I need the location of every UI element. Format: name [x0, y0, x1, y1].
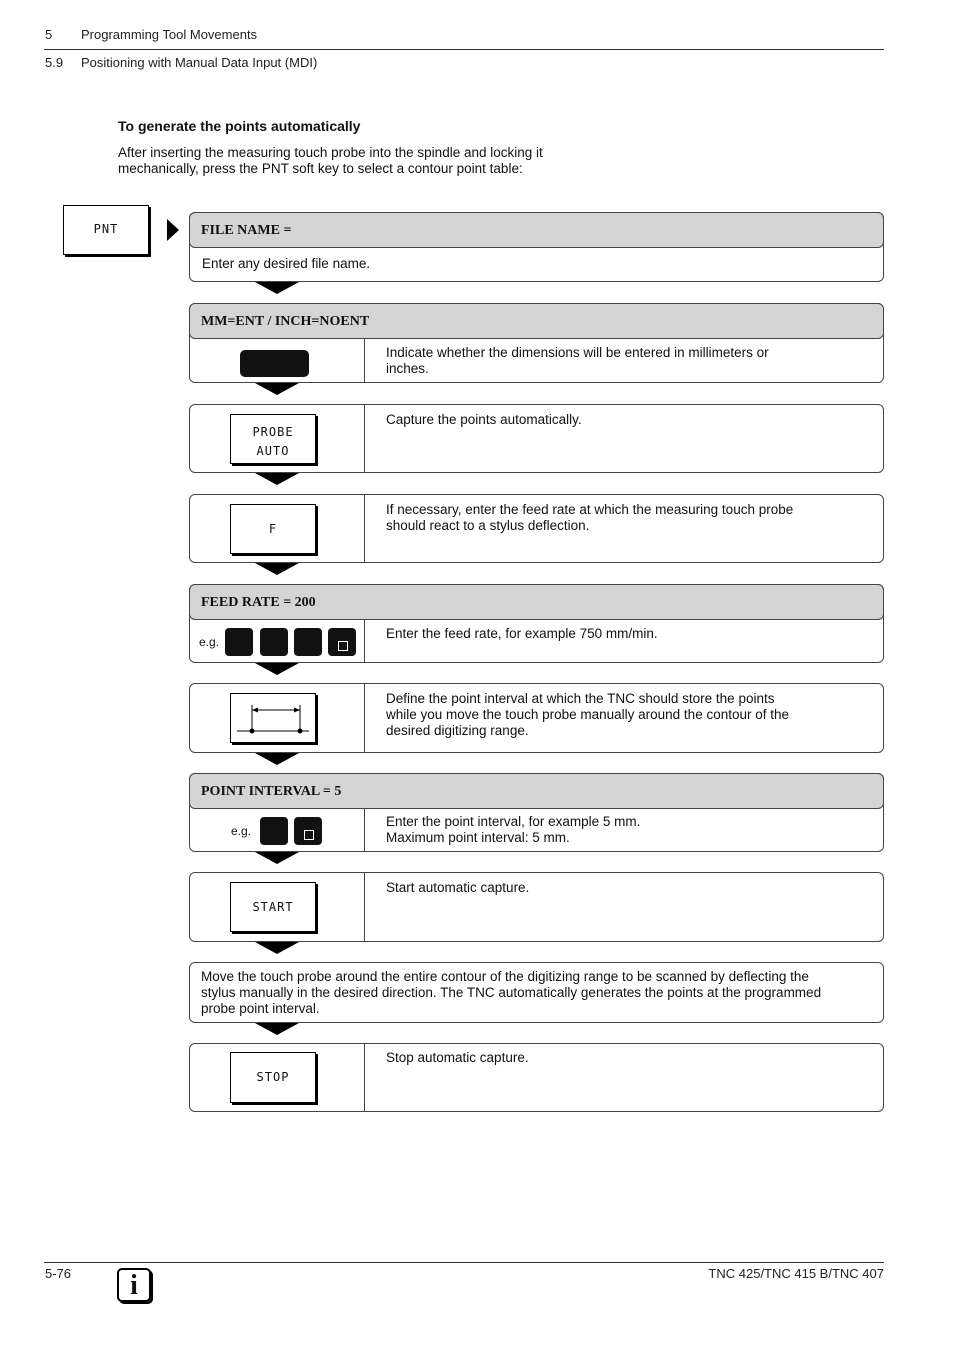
dialog-description: Enter any desired file name. — [202, 256, 371, 271]
step-description: Stop automatic capture. — [386, 1050, 529, 1065]
ent-key[interactable] — [240, 350, 309, 377]
key-square-icon — [338, 641, 348, 651]
flow-down-arrow-icon — [255, 663, 299, 675]
start-softkey[interactable] — [230, 882, 316, 932]
chapter-title: Programming Tool Movements — [81, 27, 258, 42]
interval-dimension-icon — [231, 694, 315, 742]
key-cell — [190, 405, 365, 472]
feed-rate-dialog — [189, 584, 884, 663]
example-label: e.g. — [199, 635, 220, 649]
key-cell — [190, 684, 365, 752]
flow-down-arrow-icon — [255, 383, 299, 395]
desc-line: probe point interval. — [201, 1001, 320, 1016]
dialog-title: FEED RATE = 200 — [189, 584, 884, 620]
intro-line: After inserting the measuring touch probe into the spindle and locking it — [118, 145, 543, 160]
info-icon — [117, 1268, 151, 1302]
footer-rule — [44, 1262, 884, 1263]
product-model: TNC 425/TNC 415 B/TNC 407 — [708, 1266, 884, 1281]
key-square-icon — [304, 830, 314, 840]
move-probe-step — [189, 962, 884, 1023]
flow-down-arrow-icon — [255, 473, 299, 485]
dialog-description — [386, 814, 856, 846]
desc-line: Move the touch probe around the entire contour of the digitizing range to be scanned by deflecting the — [201, 969, 809, 984]
desc-line: Indicate whether the dimensions will be entered in millimeters or — [386, 345, 769, 360]
desc-line: Maximum point interval: 5 mm. — [386, 830, 570, 845]
page-number: 5-76 — [45, 1266, 72, 1281]
stop-softkey[interactable] — [230, 1052, 316, 1103]
digit-key[interactable] — [294, 628, 322, 656]
desc-line: while you move the touch probe manually around the contour of the — [386, 707, 790, 722]
info-glyph: i — [130, 1270, 138, 1301]
f-softkey[interactable] — [230, 504, 316, 554]
desc-line: Define the point interval at which the TNC should store the points — [386, 691, 775, 706]
softkey-label: START — [252, 900, 294, 914]
digit-key[interactable] — [260, 628, 288, 656]
desc-line: inches. — [386, 361, 429, 376]
key-cell — [190, 1044, 365, 1111]
ent-key[interactable] — [328, 628, 356, 656]
flow-down-arrow-icon — [255, 942, 299, 954]
point-interval-dialog — [189, 773, 884, 852]
example-label: e.g. — [231, 824, 252, 838]
dialog-title: MM=ENT / INCH=NOENT — [189, 303, 884, 339]
key-cell — [190, 873, 365, 941]
dialog-description — [386, 345, 856, 377]
step-description — [386, 502, 856, 534]
dialog-title: POINT INTERVAL = 5 — [189, 773, 884, 809]
point-interval-softkey[interactable] — [230, 693, 316, 743]
play-arrow-icon — [167, 219, 179, 241]
desc-line: stylus manually in the desired direction. The TNC automatically generates the points at the programmed — [201, 985, 822, 1000]
digit-key[interactable] — [260, 817, 288, 845]
flow-down-arrow-icon — [255, 282, 299, 294]
softkey-line: AUTO — [256, 444, 290, 458]
flow-down-arrow-icon — [255, 753, 299, 765]
section-title: Positioning with Manual Data Input (MDI) — [81, 55, 318, 70]
flow-down-arrow-icon — [255, 852, 299, 864]
desc-line: If necessary, enter the feed rate at which the measuring touch probe — [386, 502, 794, 517]
pnt-softkey[interactable] — [63, 205, 149, 255]
pnt-softkey-label: PNT — [93, 222, 119, 236]
file-name-dialog — [189, 212, 884, 282]
step-description — [201, 969, 873, 1017]
step-description — [386, 691, 856, 739]
probe-auto-step — [189, 404, 884, 473]
probe-auto-softkey[interactable] — [230, 414, 316, 464]
dialog-title: FILE NAME = — [189, 212, 884, 248]
key-cell — [190, 495, 365, 562]
procedure-heading: To generate the points automatically — [118, 118, 361, 134]
intro-line: mechanically, press the PNT soft key to select a contour point table: — [118, 161, 523, 176]
header-rule — [44, 49, 884, 50]
interval-step — [189, 683, 884, 753]
section-number: 5.9 — [45, 55, 64, 70]
chapter-number: 5 — [45, 27, 53, 42]
softkey-label: STOP — [256, 1070, 290, 1084]
stop-step — [189, 1043, 884, 1112]
desc-line: should react to a stylus deflection. — [386, 518, 590, 533]
flow-down-arrow-icon — [255, 563, 299, 575]
intro-text — [118, 145, 638, 177]
flow-down-arrow-icon — [255, 1023, 299, 1035]
key-cell — [190, 339, 365, 382]
softkey-line: PROBE — [252, 425, 294, 439]
key-cell — [190, 620, 365, 662]
step-description: Capture the points automatically. — [386, 412, 582, 427]
ent-key[interactable] — [294, 817, 322, 845]
desc-line: Enter the point interval, for example 5 mm. — [386, 814, 641, 829]
feed-step — [189, 494, 884, 563]
units-dialog — [189, 303, 884, 383]
desc-line: desired digitizing range. — [386, 723, 529, 738]
digit-key[interactable] — [225, 628, 253, 656]
softkey-label: F — [268, 522, 278, 536]
step-description: Start automatic capture. — [386, 880, 530, 895]
dialog-description: Enter the feed rate, for example 750 mm/min. — [386, 626, 658, 641]
key-cell — [190, 809, 365, 851]
start-step — [189, 872, 884, 942]
